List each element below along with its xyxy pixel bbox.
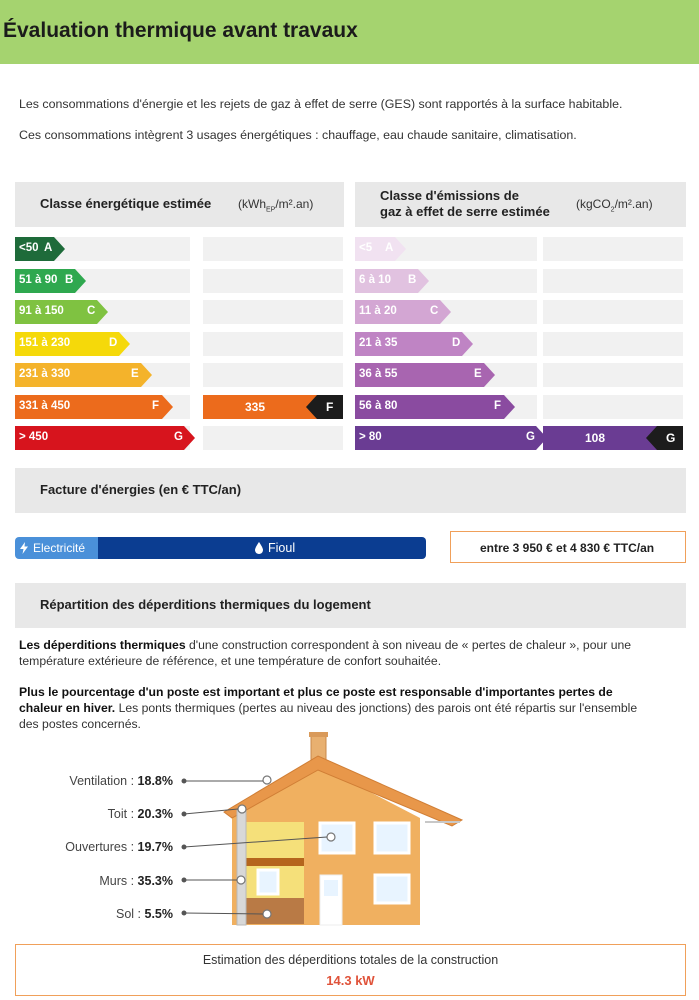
energy-class-letter: G — [174, 431, 183, 443]
energy-class-letter: B — [65, 274, 74, 286]
intro-line-1: Les consommations d'énergie et les rejets de gaz à effet de serre (GES) sont rapportés à la surface habitable. — [19, 97, 623, 111]
fuel-oil-label: Fioul — [268, 541, 296, 555]
ges-class-bar-f — [355, 395, 504, 419]
ges-result-cell-background — [543, 363, 683, 387]
cost-value: entre 3 950 € et 4 830 € TTC/an — [480, 541, 655, 555]
energy-class-bar-tip — [119, 332, 130, 356]
energy-class-bar-tip — [184, 426, 195, 450]
ges-class-header — [355, 182, 686, 227]
energy-class-range: 91 à 150 — [19, 305, 64, 317]
energy-class-bar-b — [15, 269, 75, 293]
ges-class-range: 56 à 80 — [359, 400, 398, 412]
energy-result-letter-box — [317, 395, 343, 419]
ges-result-letter-box — [657, 426, 683, 450]
ges-class-bar-tip — [462, 332, 473, 356]
fuel-electricity-label: Electricité — [33, 541, 86, 555]
fuel-electricity — [15, 537, 98, 559]
energy-class-bar-g — [15, 426, 184, 450]
ges-class-letter: D — [452, 337, 461, 349]
bill-header — [15, 468, 686, 513]
energy-class-bar-e — [15, 363, 141, 387]
energy-class-range: > 450 — [19, 431, 49, 443]
ges-class-title-line-1: Classe d'émissions de — [380, 188, 519, 203]
ges-result-cell-background — [543, 332, 683, 356]
energy-class-bar-tip — [162, 395, 173, 419]
ges-result-cell-background — [543, 269, 683, 293]
ges-class-bar-tip — [504, 395, 515, 419]
energy-class-bar-a — [15, 237, 54, 261]
page-header — [0, 0, 699, 64]
energy-result-value: 335 — [245, 400, 266, 414]
energy-class-letter: F — [152, 400, 160, 412]
page-title: Évaluation thermique avant travaux — [3, 19, 358, 42]
loss-ventilation: Ventilation : 18.8% — [69, 774, 173, 788]
ges-class-range: 11 à 20 — [359, 305, 397, 317]
ges-class-bar-tip — [395, 237, 406, 261]
fuel-bar — [15, 537, 426, 559]
loss-floor: Sol : 5.5% — [116, 907, 173, 921]
energy-class-header — [15, 182, 344, 227]
losses-header — [15, 583, 686, 628]
energy-class-bar-tip — [97, 300, 108, 324]
energy-result-letter-tip — [306, 395, 317, 419]
energy-class-bar-d — [15, 332, 119, 356]
energy-class-letter: E — [131, 368, 139, 380]
loss-walls: Murs : 35.3% — [99, 874, 173, 888]
energy-class-range: 151 à 230 — [19, 337, 71, 349]
ges-class-range: 21 à 35 — [359, 337, 398, 349]
ges-class-letter: E — [474, 368, 482, 380]
ges-class-bar-tip — [440, 300, 451, 324]
ges-result-cell-background — [543, 395, 683, 419]
energy-class-range: 331 à 450 — [19, 400, 71, 412]
lightning-icon — [20, 542, 28, 554]
ges-class-letter: C — [430, 305, 439, 317]
ges-class-range: 36 à 55 — [359, 368, 398, 380]
total-loss-value: 14.3 kW — [326, 973, 375, 988]
ges-class-bar-a — [355, 237, 395, 261]
energy-class-letter: D — [109, 337, 118, 349]
energy-result-cell-background — [203, 237, 343, 261]
bill-title: Facture d'énergies (en € TTC/an) — [40, 482, 242, 497]
ges-class-bar-d — [355, 332, 462, 356]
ges-result-letter-tip — [646, 426, 657, 450]
energy-class-bar-c — [15, 300, 97, 324]
ges-class-range: 6 à 10 — [359, 274, 391, 286]
ges-class-letter: A — [385, 242, 394, 254]
ges-class-letter: G — [526, 431, 535, 443]
ges-class-bar-c — [355, 300, 440, 324]
total-loss-box — [15, 944, 686, 996]
energy-result-cell-background — [203, 300, 343, 324]
energy-class-range: 51 à 90 — [19, 274, 58, 286]
energy-class-letter: C — [87, 305, 96, 317]
energy-class-bar-tip — [75, 269, 86, 293]
energy-class-unit: (kWh$_{EP}$/m².an) — [238, 197, 314, 214]
ges-class-title-line-2: gaz à effet de serre estimée — [380, 204, 550, 219]
ges-result-marker — [543, 426, 683, 450]
ges-class-bar-e — [355, 363, 484, 387]
loss-openings: Ouvertures : 19.7% — [65, 840, 173, 854]
ges-class-bar-g — [355, 426, 536, 450]
ges-class-bar-b — [355, 269, 418, 293]
ges-class-range: > 80 — [359, 431, 382, 443]
losses-paragraph-1: Les déperditions thermiques d'une construction correspondent à son niveau de « pertes de chaleur », pour une température extérieure de référence, et une température de confort souhaitée. — [19, 638, 632, 668]
energy-class-range: 231 à 330 — [19, 368, 71, 380]
energy-class-bar-f — [15, 395, 162, 419]
energy-class-range: <50 — [19, 242, 39, 254]
energy-result-letter: F — [326, 400, 334, 414]
fuel-oil — [98, 537, 426, 559]
loss-roof: Toit : 20.3% — [107, 807, 173, 821]
total-loss-label: Estimation des déperditions totales de la construction — [202, 953, 499, 967]
ges-class-letter: F — [494, 400, 502, 412]
ges-class-letter: B — [408, 274, 417, 286]
ges-result-value: 108 — [585, 431, 606, 445]
energy-class-bar-tip — [54, 237, 65, 261]
ges-result-letter: G — [666, 431, 676, 445]
losses-paragraph-2: Plus le pourcentage d'un poste est important et plus ce poste est responsable d'importantes pertes de chaleur en hiver. Les ponts thermiques (pertes au niveau des jonctions) des parois ont été répartis sur l'ensemble des postes concernés. — [19, 685, 638, 731]
drop-icon — [255, 542, 263, 554]
energy-class-bar-tip — [141, 363, 152, 387]
ges-class-bar-tip — [484, 363, 495, 387]
ges-class-bar-tip — [418, 269, 429, 293]
losses-title: Répartition des déperditions thermiques du logement — [40, 597, 371, 612]
energy-result-cell-background — [203, 363, 343, 387]
energy-class-title: Classe énergétique estimée — [40, 196, 212, 211]
energy-result-cell-background — [203, 332, 343, 356]
ges-result-cell-background — [543, 237, 683, 261]
energy-class-letter: A — [44, 242, 53, 254]
energy-result-cell-background — [203, 426, 343, 450]
energy-result-marker — [203, 395, 343, 419]
intro-line-2: Ces consommations intègrent 3 usages énergétiques : chauffage, eau chaude sanitaire, climatisation. — [19, 128, 577, 142]
ges-result-cell-background — [543, 300, 683, 324]
cost-box — [450, 531, 686, 563]
loss-leader-lines — [180, 770, 360, 930]
ges-class-unit: (kgCO$_2$/m².an) — [576, 197, 653, 214]
energy-result-cell-background — [203, 269, 343, 293]
ges-class-range: <5 — [359, 242, 373, 254]
